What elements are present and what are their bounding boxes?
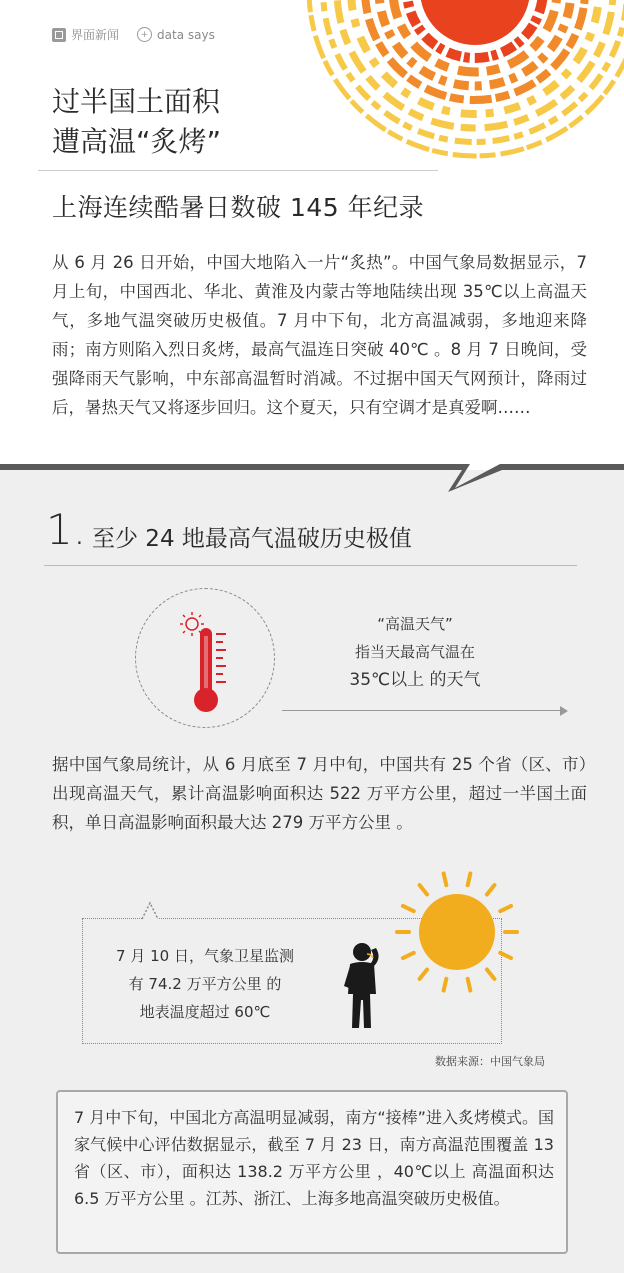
sun-ray xyxy=(420,970,427,979)
sun-ray xyxy=(403,953,414,958)
definition-line-3: 35℃以上 的天气 xyxy=(349,670,481,690)
title-line-1: 过半国土面积 xyxy=(52,85,221,118)
page-subtitle: 上海连续酷暑日数破 145 年纪录 xyxy=(52,193,425,222)
thermometer-icon xyxy=(178,610,238,720)
section-title: 至少 24 地最高气温破历史极值 xyxy=(92,526,412,552)
intro-paragraph: 从 6 月 26 日开始，中国大地陷入一片“炙热”。中国气象局数据显示，7 月上旬，中国西北、华北、黄淮及内蒙古等地陆续出现 35℃以上高温天气，多地气温突破历史极值。7 月中下旬，北方高温减弱，多地迎来降雨；南方则陷入烈日炙烤，最高气温连日突破 40℃ 。8 月 7 日晚间，受强降雨天气影响，中东部高温暂时消减。不过据中国天气网预计，降雨过后，暑热天气又将逐步回归。这个夏天，只有空调才是真爱啊…… xyxy=(52,253,587,417)
big-sun-icon xyxy=(300,0,624,180)
arrow-line xyxy=(282,710,564,711)
data-says-logo-label: data says xyxy=(157,27,215,42)
sun-ray xyxy=(468,979,471,991)
sun-ray xyxy=(444,979,447,991)
news-logo xyxy=(52,26,119,43)
satellite-note-line-3: 地表温度超过 60℃ xyxy=(139,1003,271,1021)
satellite-note-line-1: 7 月 10 日，气象卫星监测 xyxy=(116,947,294,965)
section-number: 1. xyxy=(46,505,87,554)
stats-paragraph: 据中国气象局统计，从 6 月底至 7 月中旬，中国共有 25 个省（区、市）出现高温天气，累计高温影响面积达 522 万平方公里，超过一半国土面积，单日高温影响面积最大达 279 万平方公里 。 xyxy=(52,755,587,832)
page-title xyxy=(52,82,221,162)
speech-band xyxy=(0,458,624,494)
title-line-2: 遭高温“炙烤” xyxy=(52,125,222,158)
high-temp-definition xyxy=(330,610,500,694)
sun-core xyxy=(420,0,530,45)
title-divider xyxy=(38,170,438,171)
sun-ray xyxy=(500,906,511,911)
logo-row xyxy=(52,26,215,43)
satellite-note xyxy=(100,942,310,1026)
news-logo-icon xyxy=(52,28,66,42)
sun-ray xyxy=(403,906,414,911)
sun-ray xyxy=(468,874,471,886)
definition-line-2: 指当天最高气温在 xyxy=(354,643,475,661)
arrow-head-icon xyxy=(560,706,568,716)
news-logo-label: 界面新闻 xyxy=(71,28,120,42)
sun-ray xyxy=(420,885,427,894)
person-shading-eyes-icon xyxy=(340,940,390,1032)
small-sun-icon xyxy=(395,860,530,1000)
sun-ray xyxy=(487,970,494,979)
satellite-note-line-2: 有 74.2 万平方公里 的 xyxy=(128,975,282,993)
data-says-logo-icon: + xyxy=(137,27,152,42)
sun-ray xyxy=(487,885,494,894)
south-heat-paragraph: 7 月中下旬，中国北方高温明显减弱，南方“接棒”进入炙烤模式。国家气候中心评估数据显示，截至 7 月 23 日，南方高温范围覆盖 13 省（区、市），面积达 138.2 万平方公里 ，40℃以上 高温面积达 6.5 万平方公里 。江苏、浙江、上海多地高温突破历史极值。 xyxy=(74,1108,554,1208)
sun-ray xyxy=(500,953,511,958)
data-says-logo xyxy=(137,27,215,42)
sun-ray xyxy=(444,874,447,886)
section-divider xyxy=(44,565,577,566)
data-source: 数据来源：中国气象局 xyxy=(435,1055,545,1068)
definition-line-1: “高温天气” xyxy=(377,615,453,633)
bubble-tail xyxy=(140,900,170,920)
